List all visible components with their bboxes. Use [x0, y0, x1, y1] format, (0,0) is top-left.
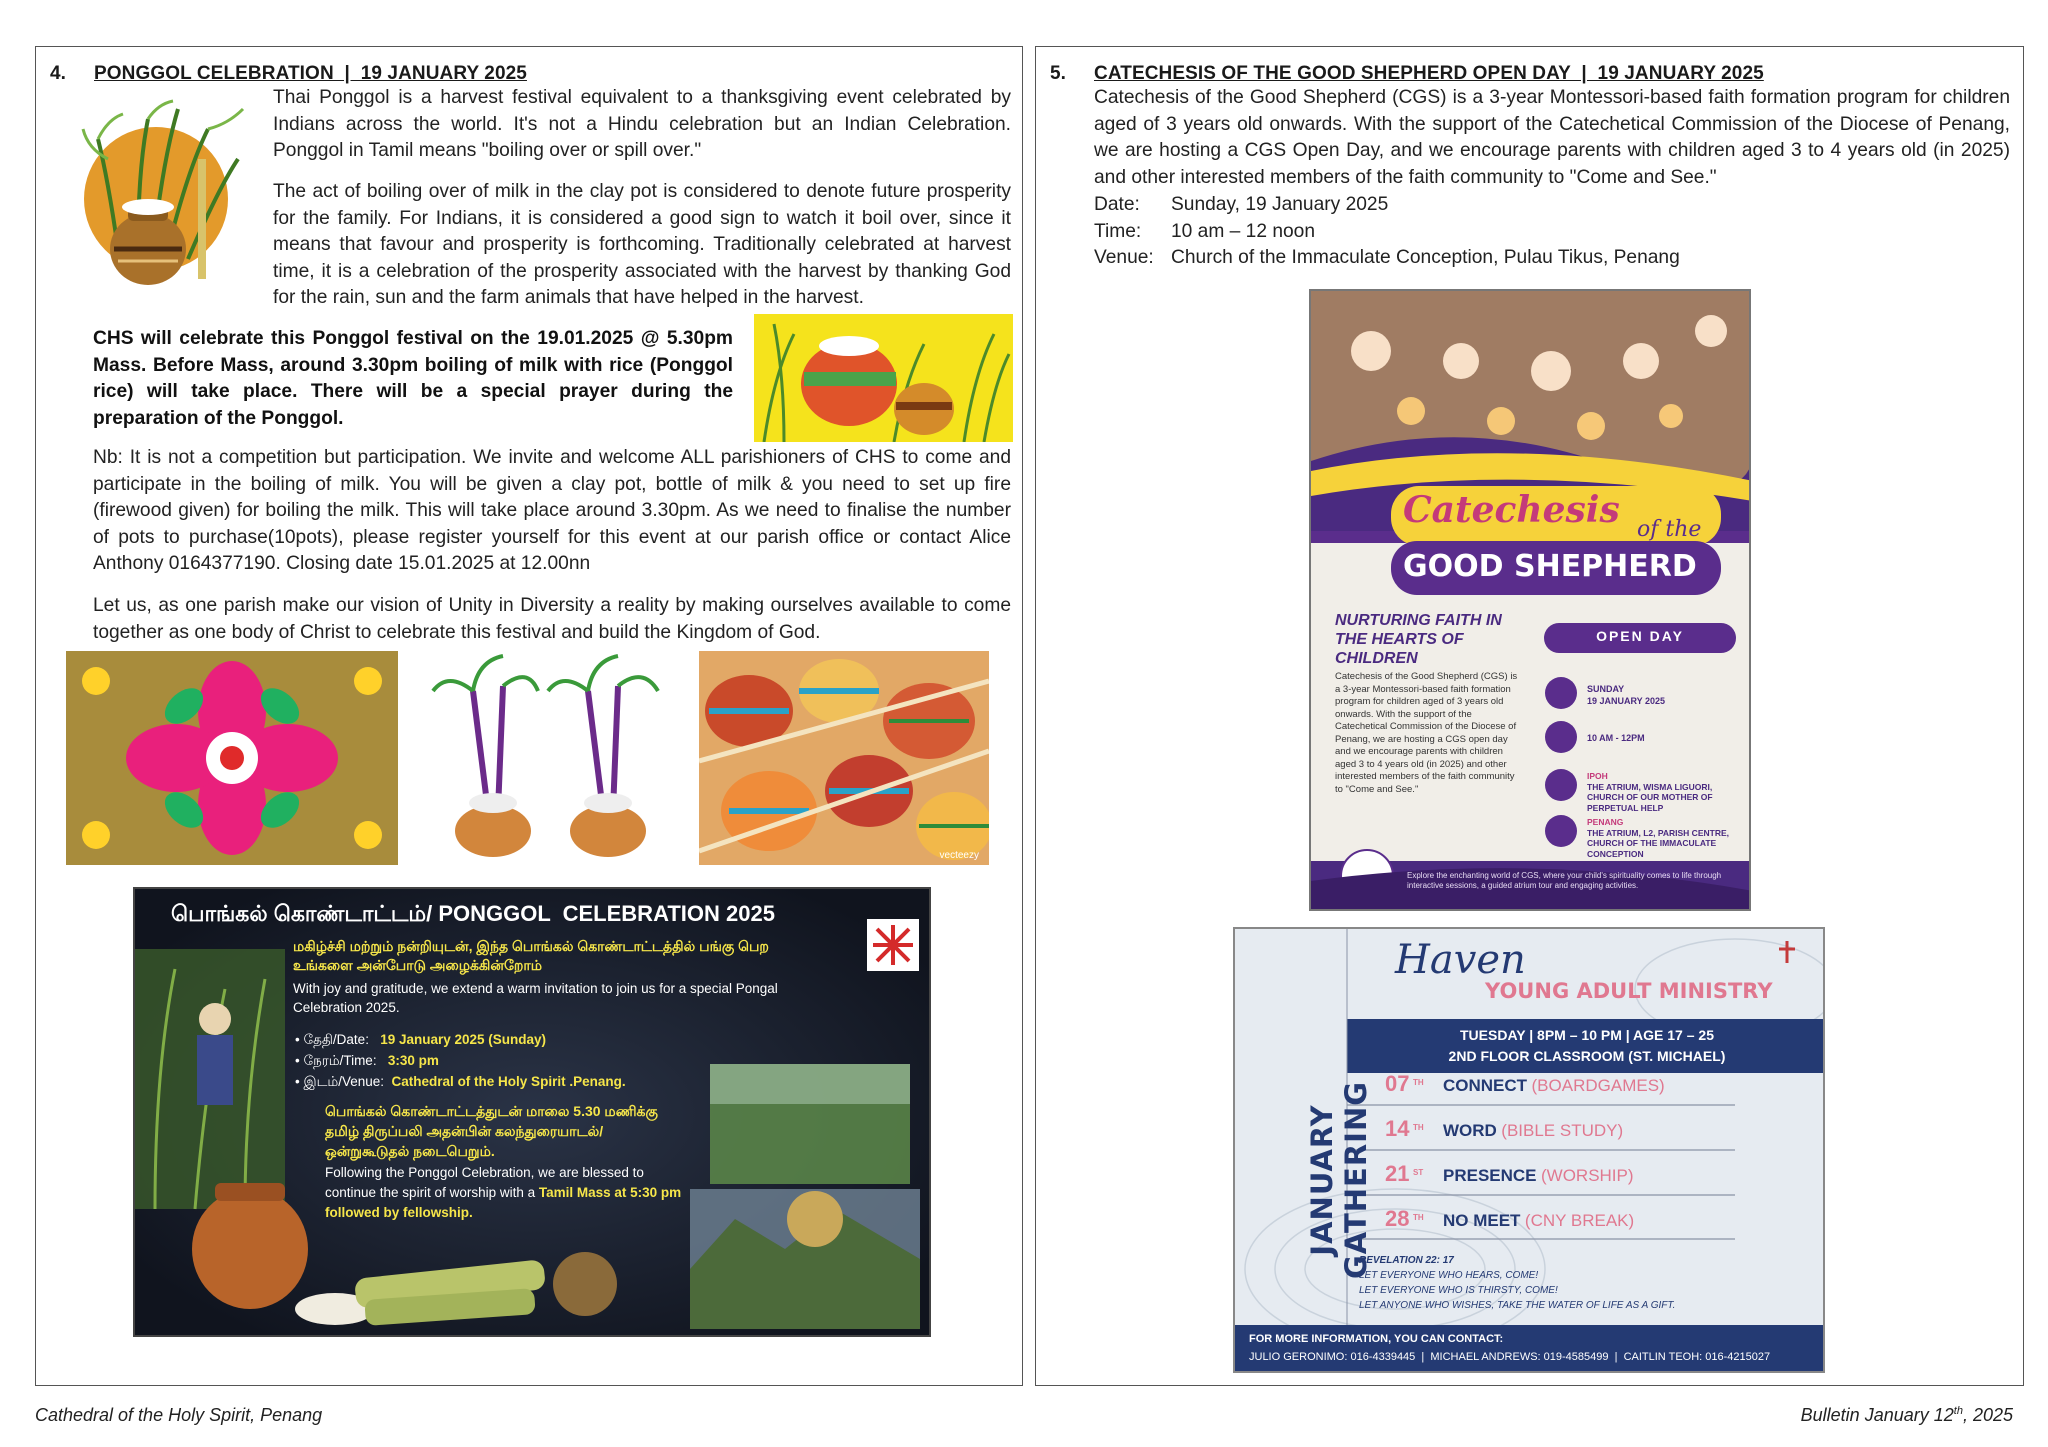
painted-pots-image: [699, 651, 989, 865]
haven-script-title: Haven: [1395, 937, 1526, 983]
cgs-ipoh-text: THE ATRIUM, WISMA LIGUORI, CHURCH OF OUR MOTHER OF PERPETUAL HELP: [1587, 781, 1713, 813]
cgs-section: [1035, 46, 2024, 1386]
footer-parish: Cathedral of the Holy Spirit, Penang: [35, 1405, 323, 1425]
pongal-pots-image: [754, 314, 1013, 442]
poster-time-label: நேரம்/Time:: [303, 1053, 377, 1068]
milk-paragraph: The act of boiling over of milk in the clay pot is considered to denote future prosperity for the family. For Indians, it is considered a good sign to watch it boil over, since it means that favour and prosperity is forthcoming. Traditionally celebrated at harvest time, it is a celebration of the prosperity associated with the harvest by thanking God for the rain, sun and the farm animals that have helped in the harvest.: [273, 181, 1011, 309]
footer-bulletin-sup: th: [1953, 1405, 1963, 1417]
cgs-open-day-badge: OPEN DAY: [1596, 628, 1684, 644]
poster-details: • தேதி/Date: 19 January 2025 (Sunday) • நேரம்/Time: 3:30 pm • இடம்/Venue: Cathedral of the Holy Spirit .Penang.: [295, 1032, 626, 1089]
haven-revelation-line: LET EVERYONE WHO HEARS, COME!: [1359, 1270, 1539, 1281]
cgs-open-day-poster: [1309, 289, 1751, 911]
cgs-details: [1094, 192, 2010, 272]
haven-schedule-row: [1385, 1116, 1623, 1142]
haven-schedule-row: [1385, 1206, 1634, 1232]
haven-young-adult-poster: [1233, 927, 1825, 1373]
cgs-poster-date: [1587, 683, 1665, 707]
haven-row-title: CONNECT: [1443, 1076, 1528, 1095]
haven-row-day: 21: [1385, 1161, 1410, 1186]
ponggol-section: [35, 46, 1023, 1386]
watermark: vecteezy: [939, 850, 979, 861]
haven-row-suffix: TH: [1413, 1122, 1424, 1132]
haven-schedule-row: [1385, 1071, 1665, 1097]
participation-paragraph: Nb: It is not a competition but participation. We invite and welcome ALL parishioners of CHS to come and participate in the boiling of milk. You will be given a clay pot, bottle of milk & you need to set up fire (firewood given) for boiling the milk. This will take place around 3.30pm. As we need to finalise the number of pots to purchase(10pots), please register yourself for this event at our parish office or contact Alice Anthony 0164377190. Closing date 15.01.2025 at 12.00nn: [93, 447, 1011, 575]
cgs-poster-body: Catechesis of the Good Shepherd (CGS) is a 3-year Montessori-based faith formation program for children aged of 3 years old onwards. With the support of the Catechetical Commission of the Diocese of Penang, we are hosting a CGS open day and we encourage parents with children aged 3 to 4 years old (in 2025) and other interested members of the faith community to "Come and See.": [1335, 671, 1518, 795]
poster-venue-label: இடம்/Venue:: [303, 1074, 385, 1089]
poster-tamil-intro: மகிழ்ச்சி மற்றும் நன்றியுடன், இந்த பொங்கல் கொண்டாட்டத்தில் பங்கு பெற உங்களை அன்போடு அழைக்கின்றோம்: [293, 938, 769, 973]
footer-bulletin-year: , 2025: [1962, 1405, 2013, 1425]
poster-tamil-mass: பொங்கல் கொண்டாட்டத்துடன் மாலை 5.30 மணிக்கு தமிழ் திருப்பலி அதன்பின் கலந்துரையாடல்/ஒன்றுகூடுதல் நடைபெறும்.: [325, 1103, 658, 1159]
haven-row-suffix: ST: [1413, 1167, 1424, 1177]
haven-row-subtitle: (BIBLE STUDY): [1501, 1121, 1624, 1140]
poster-english-mass-text: Following the Ponggol Celebration, we are blessed to continue the spirit of worship with a: [325, 1165, 644, 1200]
venue-label: Venue:: [1094, 247, 1154, 269]
poster-time-value: 3:30 pm: [387, 1053, 439, 1068]
poster-date-value: 19 January 2025 (Sunday): [380, 1032, 547, 1047]
haven-row-title: PRESENCE: [1443, 1166, 1537, 1185]
date-label: Date:: [1094, 194, 1140, 215]
kolam-image: [66, 651, 398, 865]
cgs-of-the: of the: [1637, 517, 1702, 542]
haven-schedule-row: [1385, 1161, 1634, 1187]
haven-revelation-line: LET EVERYONE WHO IS THIRSTY, COME!: [1359, 1285, 1558, 1296]
haven-revelation: [1359, 1253, 1675, 1313]
cgs-poster-date-value: 19 JANUARY 2025: [1587, 696, 1666, 706]
cgs-tagline: NURTURING FAITH IN THE HEARTS OF CHILDREN: [1335, 612, 1502, 667]
haven-row-subtitle: (BOARDGAMES): [1531, 1076, 1665, 1095]
haven-row-subtitle: (WORSHIP): [1540, 1166, 1634, 1185]
cgs-poster-time: 10 AM - 12PM: [1587, 733, 1645, 743]
haven-row-suffix: TH: [1413, 1077, 1424, 1087]
cgs-poster-day: SUNDAY: [1587, 684, 1625, 694]
haven-info: [1347, 1025, 1825, 1067]
haven-row-title: WORD: [1443, 1121, 1497, 1140]
poster-title: பொங்கல் கொண்டாட்டம்/ PONGGOL CELEBRATION 2025: [171, 901, 775, 926]
chs-celebration-paragraph: CHS will celebrate this Ponggol festival on the 19.01.2025 @ 5.30pm Mass. Before Mass, around 3.30pm boiling of milk with rice (Ponggol rice) will take place. There will be a special prayer during the preparation of the Ponggol.: [93, 328, 733, 429]
haven-revelation-line: LET ANYONE WHO WISHES, TAKE THE WATER OF LIFE AS A GIFT.: [1359, 1300, 1676, 1311]
haven-row-subtitle: (CNY BREAK): [1524, 1211, 1635, 1230]
section-number: 5.: [1050, 63, 1066, 84]
poster-date-label: தேதி/Date:: [303, 1032, 369, 1047]
cgs-poster-footer: Explore the enchanting world of CGS, where your child's spirituality comes to life through interactive sessions, a guided atrium tour and engaging activities.: [1407, 871, 1722, 890]
time-value: 10 am – 12 noon: [1171, 220, 1316, 242]
haven-info-location: 2ND FLOOR CLASSROOM (ST. MICHAEL): [1448, 1048, 1726, 1064]
intro-paragraph: Thai Ponggol is a harvest festival equivalent to a thanksgiving event celebrated by Indians across the world. It's not a Hindu celebration but an Indian Celebration. Ponggol in Tamil means "boiling over or spill over.": [273, 87, 1011, 162]
poster-english-intro: With joy and gratitude, we extend a warm invitation to join us for a special Pongal Celebration 2025.: [293, 981, 778, 1015]
haven-title: YOUNG ADULT MINISTRY: [1485, 979, 1773, 1003]
haven-row-day: 07: [1385, 1071, 1410, 1096]
poster-english-mass: [325, 1163, 695, 1223]
poster-english-mass-highlight: Tamil Mass at 5:30 pm followed by fellowship.: [325, 1185, 682, 1220]
date-value: Sunday, 19 January 2025: [1171, 194, 1389, 215]
haven-revelation-title: REVELATION 22: 17: [1359, 1255, 1454, 1266]
section-heading: CATECHESIS OF THE GOOD SHEPHERD OPEN DAY | 19 JANUARY 2025: [1094, 63, 1764, 84]
haven-row-suffix: TH: [1413, 1212, 1424, 1222]
haven-contact: JULIO GERONIMO: 016-4339445 | MICHAEL ANDREWS: 019-4585499 | CAITLIN TEOH: 016-4215027: [1249, 1351, 1771, 1363]
cgs-penang-label: PENANG: [1587, 817, 1624, 827]
cgs-title-script: Catechesis: [1403, 489, 1620, 531]
cgs-ipoh-label: IPOH: [1587, 771, 1608, 781]
ponggol-poster: [133, 887, 931, 1337]
cgs-poster-penang: [1587, 817, 1737, 859]
haven-side-title: JANUARY GATHERING: [1305, 1080, 1373, 1280]
cgs-penang-text: THE ATRIUM, L2, PARISH CENTRE, CHURCH OF THE IMMACULATE CONCEPTION: [1587, 827, 1729, 859]
haven-info-schedule: TUESDAY | 8PM – 10 PM | AGE 17 – 25: [1460, 1027, 1714, 1043]
cgs-title-main: GOOD SHEPHERD: [1403, 549, 1697, 584]
poster-venue-value: Cathedral of the Holy Spirit .Penang.: [391, 1074, 626, 1089]
time-label: Time:: [1094, 220, 1142, 242]
section-number: 4.: [50, 63, 66, 84]
unity-paragraph: Let us, as one parish make our vision of Unity in Diversity a reality by making ourselves available to come together as one body of Christ to celebrate this festival and build the Kingdom of God.: [93, 595, 1011, 643]
haven-contact-title: FOR MORE INFORMATION, YOU CAN CONTACT:: [1249, 1333, 1504, 1345]
sugarcane-pots-image: [418, 651, 676, 865]
cgs-intro-paragraph: Catechesis of the Good Shepherd (CGS) is a 3-year Montessori-based faith formation program for children aged of 3 years old onwards. With the support of the Catechetical Commission of the Diocese of Penang, we are hosting a CGS Open Day, and we encourage parents with children aged 3 to 4 years old (in 2025) and other interested members of the faith community to "Come and See.": [1094, 87, 2010, 188]
venue-value: Church of the Immaculate Conception, Pulau Tikus, Penang: [1171, 247, 1680, 269]
haven-row-day: 14: [1385, 1116, 1410, 1141]
footer-bulletin-text: Bulletin January 12: [1800, 1405, 1954, 1425]
haven-row-title: NO MEET: [1443, 1211, 1521, 1230]
ponggol-pot-illustration: [78, 99, 248, 289]
haven-row-day: 28: [1385, 1206, 1410, 1231]
cgs-poster-ipoh: [1587, 771, 1737, 813]
footer-bulletin-date: [1801, 1405, 2013, 1426]
section-heading: PONGGOL CELEBRATION | 19 JANUARY 2025: [94, 63, 527, 84]
